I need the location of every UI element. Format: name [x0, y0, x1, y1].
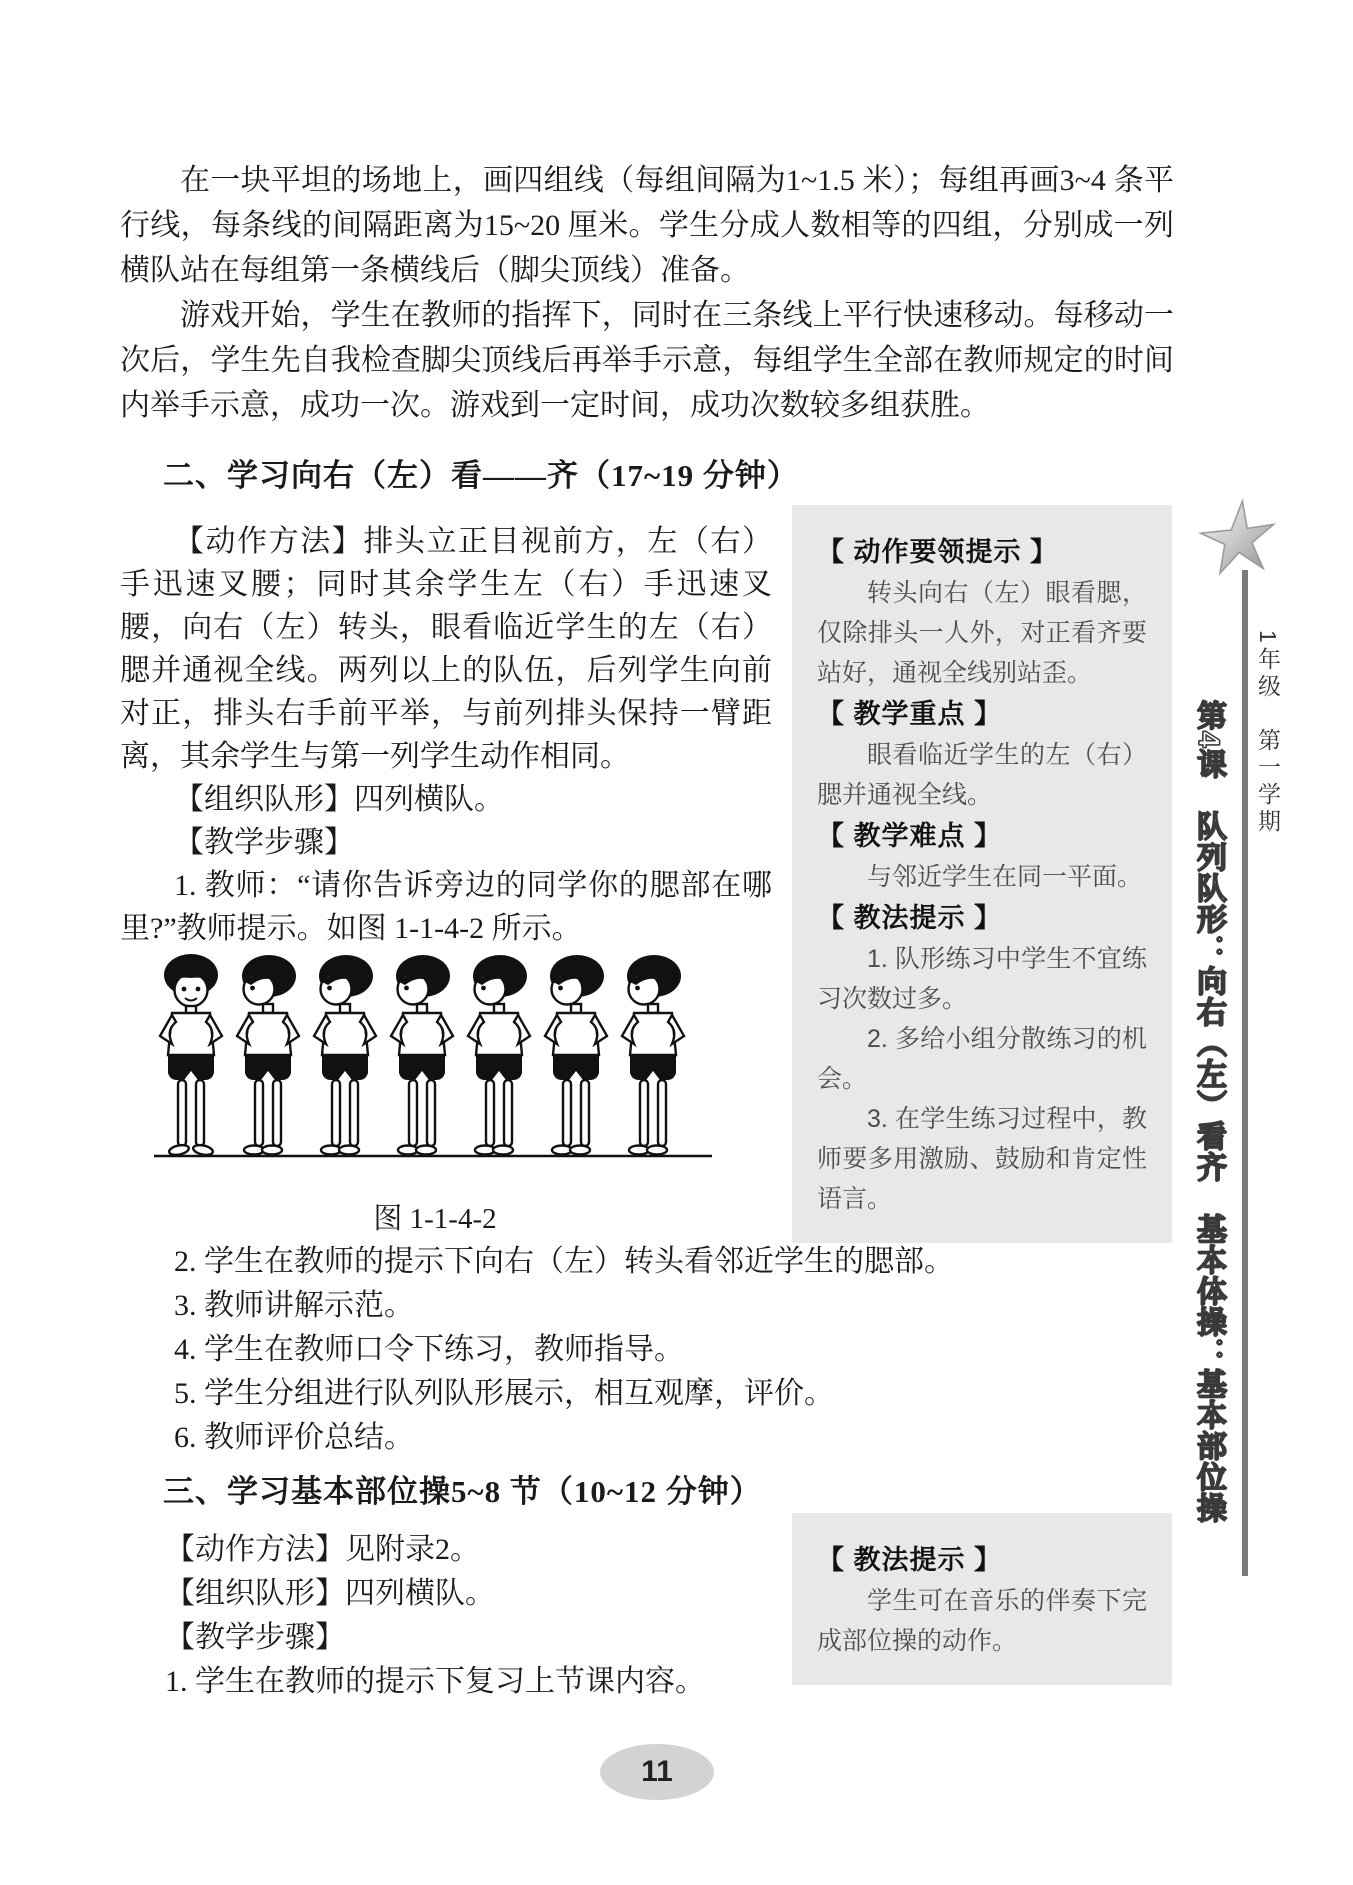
section2-body — [120, 520, 772, 950]
section2-heading: 二、学习向右（左）看——齐（17~19 分钟） — [163, 458, 799, 493]
section3-steps-label: 【教学步骤】 — [165, 1621, 345, 1654]
tip-method-item-3: 3. 在学生练习过程中，教师要多用激励、鼓励和肯定性语言。 — [817, 1105, 1147, 1213]
tip-method-item-1: 1. 队形练习中学生不宜练习次数过多。 — [817, 945, 1147, 1013]
tip-body-action-points: 转头向右（左）眼看腮，仅除排头一人外，对正看齐要站好，通视全线别站歪。 — [817, 579, 1147, 687]
figure-children-row — [150, 950, 720, 1165]
figure-caption: 图 1-1-4-2 — [373, 1203, 497, 1235]
star-icon — [1196, 498, 1276, 578]
section2-step-6: 6. 教师评价总结。 — [174, 1421, 414, 1454]
page-number-badge — [600, 1744, 714, 1800]
rail-lesson-title: 第4课 队列队形：向右（左）看齐 基本体操：基本部位操 — [1192, 700, 1225, 1524]
section2-formation: 【组织队形】四列横队。 — [174, 783, 504, 816]
section3-formation: 【组织队形】四列横队。 — [165, 1577, 495, 1610]
section2-steps-label: 【教学步骤】 — [174, 826, 354, 859]
section3-body — [120, 1528, 772, 1704]
page-number: 11 — [641, 1755, 673, 1788]
section3-step-1: 1. 学生在教师的提示下复习上节课内容。 — [165, 1665, 705, 1698]
tip-title-teaching-focus: 【 教学重点 】 — [817, 699, 1003, 729]
tip-title-teaching-method: 【 教法提示 】 — [817, 903, 1003, 933]
tip-body-teaching-method-2: 学生可在音乐的伴奏下完成部位操的动作。 — [817, 1587, 1147, 1655]
rail-grade-label: 1年级 第一学期 — [1255, 630, 1281, 836]
tip-title-teaching-method-2: 【 教法提示 】 — [817, 1545, 1003, 1575]
tip-method-item-2: 2. 多给小组分散练习的机会。 — [817, 1025, 1147, 1093]
section2-step-4: 4. 学生在教师口令下练习，教师指导。 — [174, 1333, 684, 1366]
section2-method: 【动作方法】排头立正目视前方，左（右）手迅速叉腰；同时其余学生左（右）手迅速叉腰，向右（左）转头，眼看临近学生的左（右）腮并通视全线。两列以上的队伍，后列学生向前对正，排头右手前平举，与前列排头保持一臂距离，其余学生与第一列学生动作相同。 — [120, 525, 772, 773]
section2-steps-list — [120, 1240, 1132, 1460]
children-illustration-icon — [150, 950, 720, 1165]
section3-heading: 三、学习基本部位操5~8 节（10~12 分钟） — [163, 1474, 762, 1509]
rail-divider-line — [1242, 570, 1248, 1576]
section3-method: 【动作方法】见附录2。 — [165, 1533, 480, 1566]
tip-body-teaching-difficulty: 与邻近学生在同一平面。 — [867, 863, 1143, 891]
section2-step-1: 1. 教师：“请你告诉旁边的同学你的腮部在哪里?”教师提示。如图 1-1-4-2 所示。 — [120, 869, 772, 945]
section2-step-3: 3. 教师讲解示范。 — [174, 1289, 414, 1322]
intro-paragraph-2: 游戏开始，学生在教师的指挥下，同时在三条线上平行快速移动。每移动一次后，学生先自我检查脚尖顶线后再举手示意，每组学生全部在教师规定的时间内举手示意，成功一次。游戏到一定时间，成功次数较多组获胜。 — [120, 299, 1174, 422]
tip-body-teaching-focus: 眼看临近学生的左（右）腮并通视全线。 — [817, 741, 1147, 809]
tip-box-main — [792, 505, 1172, 1243]
section2-step-5: 5. 学生分组进行队列队形展示，相互观摩，评价。 — [174, 1377, 834, 1410]
intro-paragraph-1: 在一块平坦的场地上，画四组线（每组间隔为1~1.5 米）；每组再画3~4 条平行线，每条线的间隔距离为15~20 厘米。学生分成人数相等的四组，分别成一列横队站在每组第一条横线后（脚尖顶线）准备。 — [120, 164, 1174, 287]
tip-title-teaching-difficulty: 【 教学难点 】 — [817, 821, 1003, 851]
section2-step-2: 2. 学生在教师的提示下向右（左）转头看邻近学生的腮部。 — [174, 1245, 954, 1278]
tip-box-bottom — [792, 1513, 1172, 1685]
intro-paragraphs — [120, 158, 1174, 428]
tip-title-action-points: 【 动作要领提示 】 — [817, 537, 1059, 567]
